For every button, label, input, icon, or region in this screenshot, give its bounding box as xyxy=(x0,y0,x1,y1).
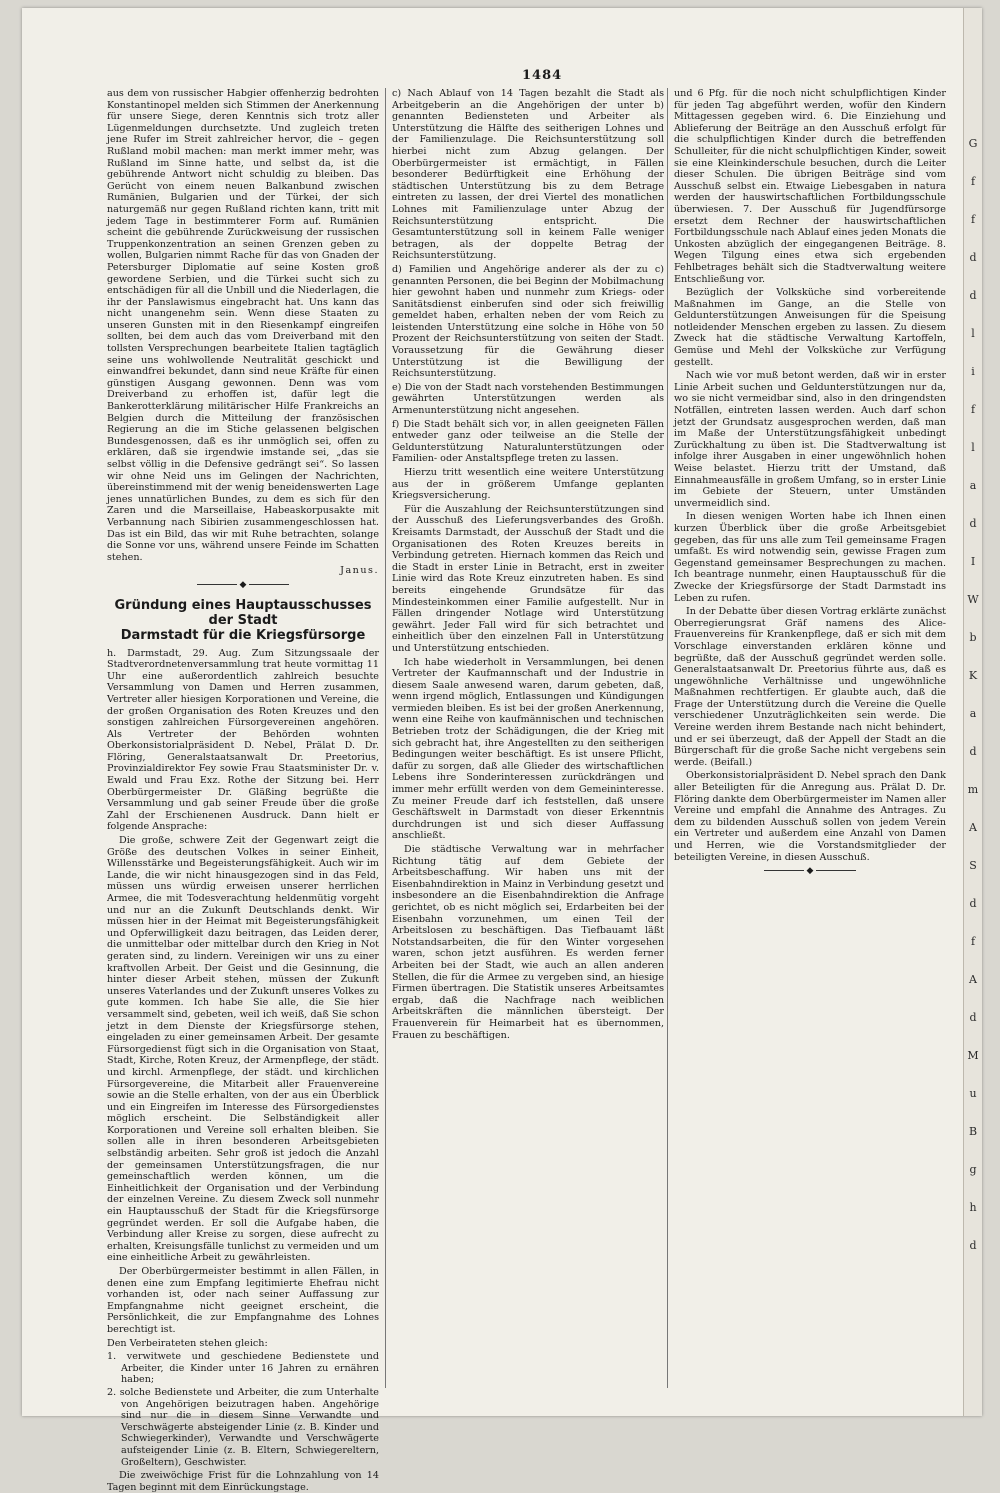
article-paragraph: e) Die von der Stadt nach vorstehenden Bestimmungen gewährten Unterstützungen werden als Armenunterstützung nicht angesehen. xyxy=(392,381,664,417)
column-rule xyxy=(385,88,386,1388)
list-intro: Den Verbeirateten stehen gleich: xyxy=(107,1337,268,1349)
edge-letter-fragment: a xyxy=(969,479,977,492)
article-paragraph: Nach wie vor muß betont werden, daß wir in erster Linie Arbeit suchen und Geldunterstützungen nur da, wo sie nicht vermeidbar sind, also in den dringendsten Notfällen, eintreten lassen werden. Auch darf schon jetzt der Grundsatz ausgesprochen werden, daß man im Maße der Unterstützungsfähigkeit unbedingt Zurückhaltung zu üben ist. Die Stadtverwaltung ist infolge ihrer Ausgaben in einer ungewöhnlich hohen Weise belastet. Hierzu tritt der Umstand, daß Einnahmeausfälle in großem Umfang, so in erster Linie im Gebiete der Steuern, unter Umständen unvermeidlich sind. xyxy=(674,370,946,509)
column-rule xyxy=(667,88,668,1388)
edge-letter-fragment: l xyxy=(971,327,975,340)
edge-letter-fragment: S xyxy=(969,859,977,872)
edge-letter-fragment: I xyxy=(970,555,976,568)
column-middle xyxy=(392,88,664,1388)
edge-letter-fragment: g xyxy=(969,1163,977,1176)
article-paragraph: Zum Sitzungssaale der Stadtverordnetenversammlung trat heute vormittag 11 Uhr eine außerordentlich zahlreich besuchte Versammlung von Damen und Herren zusammen, Vertreter aller hiesigen Korporationen und Vereine, die der großen Organisation des Roten Kreuzes und den sonstigen zahlreichen Fürsorgevereinen angehören. Als Vertreter der Behörden wohnten Oberkonsistorialpräsident D. Nebel, Prälat D. Dr. Flöring, Generalstaatsanwalt Dr. Preetorius, Provinzialdirektor Fey sowie Frau Staatsminister Dr. v. Ewald und Frau Exz. Rothe der Sitzung bei. Herr Oberbürgermeister Dr. Gläßing begrüßte die Versammlung und gab seiner Freude über die große Zahl der Erschienenen Ausdruck. Dann hielt er folgende Ansprache: xyxy=(107,647,379,833)
article-paragraph: In diesen wenigen Worten habe ich Ihnen einen kurzen Überblick über die große Arbeitsgebiet gegeben, das für uns alle zum Teil gemeinsame Fragen umfaßt. Es wird notwendig sein, gewisse Fragen zum Gegenstand gemeinsamer Besprechungen zu machen. Ich beantrage nunmehr, einen Hauptausschuß für die Zwecke der Kriegsfürsorge der Stadt Darmstadt ins Leben zu rufen. xyxy=(674,511,946,604)
headline-line-1: Gründung eines Hauptausschusses der Stadt xyxy=(114,597,372,628)
article-paragraph: Ich habe wiederholt in Versammlungen, bei denen Vertreter der Kaufmannschaft und der Industrie in diesem Saale anwesend waren, darum gebeten, daß, wenn irgend möglich, Entlassungen und Kündigungen vermieden bleiben. Es ist bei der großen Anerkennung, wenn eine Reihe von kaufmännischen und technischen Betrieben trotz der Schädigungen, die der Krieg mit sich gebracht hat, ihre Angestellten zu den seitherigen Bedingungen weiter beschäftigt. Es ist unsere Pflicht, dafür zu sorgen, daß alle Glieder des wirtschaftlichen Lebens ihre Sonderinteressen zurückdrängen und immer mehr erfüllt werden von dem Gemeininteresse. Zu meiner Freude darf ich feststellen, daß unsere Geschäftswelt in Darmstadt von dieser Erkenntnis durchdrungen ist und sich dieser Auffassung anschließt. xyxy=(392,656,664,842)
article-paragraph: Oberkonsistorialpräsident D. Nebel sprach den Dank aller Beteiligten für die Anregung aus. Prälat D. Dr. Flöring dankte dem Oberbürgermeister im Namen aller Vereine und empfahl die Annahme des Antrages. Zu dem zu bildenden Ausschuß sollen von jedem Verein ein Vertreter und außerdem eine Anzahl von Damen und Herren, wie die Vorstandsmitglieder der beteiligten Vereine, in diesen Ausschuß. xyxy=(674,770,946,863)
edge-letter-fragment: f xyxy=(970,175,976,188)
article-paragraph: Der Oberbürgermeister bestimmt in allen Fällen, in denen eine zum Empfang legitimierte Ehefrau nicht vorhanden ist, oder nach seiner Auffassung zur Empfangnahme nicht geeignet erscheint, die Persönlichkeit, die zur Empfangnahme des Lohnes berechtigt ist. xyxy=(107,1266,379,1335)
edge-letter-fragment: A xyxy=(969,821,977,834)
article-paragraph: Für die Auszahlung der Reichsunterstützungen sind der Ausschuß des Lieferungsverbandes des Großh. Kreisamts Darmstadt, der Ausschuß der Stadt und die Organisationen des Roten Kreuzes bereits in Verbindung getreten. Hiernach kommen das Reich und die Stadt in erster Linie in Betracht, erst in zweiter Linie wird das Rote Kreuz einzutreten haben. Es sind bereits eingehende Grundsätze für das Mindesteinkommen einer Familie aufgestellt. Nur in Fällen dringender Notlage wird Unterstützung gewährt. Jeder Fall wird für sich betrachtet und einheitlich über den einzelnen Fall in Unterstützung und Unterstützung entschieden. xyxy=(392,503,664,654)
edge-letter-fragment: d xyxy=(969,289,977,302)
edge-letter-fragment: G xyxy=(968,137,978,150)
article-paragraph: Die große, schwere Zeit der Gegenwart zeigt die Größe des deutschen Volkes in seiner Einheit, Willensstärke und Begeisterungsfähigkeit. Auch wir im Lande, die wir nicht hinausgezogen sind in das Feld, müssen uns würdig erweisen unserer herrlichen Armee, die mit Todesverachtung heldenmütig vorgeht und nur an die Zukunft Deutschlands denkt. Wir müssen hier in der Heimat mit Begeisterungsfähigkeit und Opferwilligkeit dazu beitragen, das Leiden derer, die unmittelbar oder mittelbar durch den Krieg in Not geraten sind, zu lindern. Vereinigen wir uns zu einer kraftvollen Arbeit. Der Geist und die Gesinnung, die hinter dieser Arbeit stehen, müssen der Zukunft unseres Vaterlandes und der Zukunft unseres Volkes zu gute kommen. Ich habe Sie alle, die Sie hier versammelt sind, gebeten, weil ich weiß, daß Sie schon jetzt in dem Dienste der Kriegsfürsorge stehen, eingeladen zu einer gemeinsamen Arbeit. Der gesamte Fürsorgedienst fügt sich in die Organisation von Staat, Stadt, Kirche, Roten Kreuz, der Armenpflege, der städt. und kirchl. Armenpflege, der städt. und kirchlichen Fürsorgevereine, die Mitarbeit aller Frauenvereine sowie an die Stelle erhalten, von der aus ein Überblick und ein Eingreifen im Interesse des Fürsorgedienstes möglich erscheint. Die Selbständigkeit aller Korporationen und Vereine soll erhalten bleiben. Sie sollen alle in ihren besonderen Arbeitsgebieten selbständig arbeiten. Sehr groß ist jedoch die Anzahl der gemeinsamen Unterstützungsfragen, die nur gemeinschaftlich werden können, um die Einheitlichkeit der Organisation und der Verbindung der einzelnen Vereine. Zu diesem Zweck soll nunmehr ein Hauptausschuß der Stadt für die Kriegsfürsorge gegründet werden. Er soll die Aufgabe haben, die Verbindung aller Kreise zu sorgen, diese aufrecht zu erhalten, Kreisungsfälle tunlichst zu vermeiden und um eine einheitliche Arbeit zu gewährleisten. xyxy=(107,835,379,1264)
column-right xyxy=(674,88,946,1388)
edge-letter-fragment: d xyxy=(969,517,977,530)
edge-letter-fragment: l xyxy=(971,441,975,454)
column-left xyxy=(107,88,379,1493)
eligibility-list xyxy=(107,1351,379,1468)
edge-letter-fragment: W xyxy=(967,593,979,606)
edge-letter-fragment: h xyxy=(969,1201,977,1214)
adjacent-page-edge xyxy=(963,8,982,1416)
edge-letter-fragment: i xyxy=(971,365,975,378)
article-paragraph: Die zweiwöchige Frist für die Lohnzahlung von 14 Tagen beginnt mit dem Einrückungstage. xyxy=(107,1470,379,1493)
article-dateline xyxy=(107,648,379,834)
edge-letter-fragment: f xyxy=(970,213,976,226)
dateline-text: h. Darmstadt, 29. Aug. xyxy=(107,647,241,659)
article-paragraph: d) Familien und Angehörige anderer als der zu c) genannten Personen, die bei Beginn der Mobilmachung hier gewohnt haben und nunmehr zum Kriegs- oder Sanitätsdienst einberufen sind oder sich freiwillig gemeldet haben, erhalten neben der vom Reich zu leistenden Unterstützung eine solche in Höhe von 50 Prozent der Reichsunterstützung von seiten der Stadt. Voraussetzung für die Gewährung dieser Unterstützung ist die Bewilligung der Reichsunterstützung. xyxy=(392,263,664,380)
author-signature: Janus. xyxy=(340,565,379,577)
edge-letter-fragment: a xyxy=(969,707,977,720)
article-paragraph: f) Die Stadt behält sich vor, in allen geeigneten Fällen entweder ganz oder teilweise an die Stelle der Geldunterstützung Naturalunterstützungen oder Familien- oder Anstaltspflege treten zu lassen. xyxy=(392,418,664,465)
list-item: 1. verwitwete und geschiedene Bedienstete und Arbeiter, die Kinder unter 16 Jahren zu ernähren haben; xyxy=(107,1351,379,1386)
article-paragraph: c) Nach Ablauf von 14 Tagen bezahlt die Stadt als Arbeitgeberin an die Angehörigen der unter b) genannten Bediensteten und Arbeiter als Unterstützung die Hälfte des seitherigen Lohnes und der Familienzulage. Die Reichsunterstützung soll hierbei nicht zum Abzug gelangen. Der Oberbürgermeister ist ermächtigt, in Fällen besonderer Bedürftigkeit eine Erhöhung der städtischen Unterstützung bis zu dem Betrage eintreten zu lassen, der drei Viertel des monatlichen Lohnes mit Familienzulage unter Abzug der Reichsunterstützung entspricht. Die Gesamtunterstützung soll in keinem Falle weniger betragen, als der doppelte Betrag der Reichsunterstützung. xyxy=(392,88,664,262)
headline-line-2: Darmstadt für die Kriegsfürsorge xyxy=(120,627,366,643)
page-number: 1484 xyxy=(522,68,563,83)
edge-letter-fragment: b xyxy=(969,631,977,644)
edge-letter-fragment: d xyxy=(969,1239,977,1252)
section-divider: ◆ xyxy=(674,866,946,878)
edge-letter-fragment: d xyxy=(969,745,977,758)
article-paragraph: Bezüglich der Volksküche sind vorbereitende Maßnahmen im Gange, an die Stelle von Geldunterstützungen Anweisungen für die Speisung notleidender Menschen ergeben zu lassen. Zu diesem Zweck hat die städtische Verwaltung Kartoffeln, Gemüse und Mehl der Volksküche zur Verfügung gestellt. xyxy=(674,287,946,368)
edge-letter-fragment: B xyxy=(968,1125,978,1138)
edge-letter-fragment: f xyxy=(970,935,976,948)
article-paragraph: und 6 Pfg. für die noch nicht schulpflichtigen Kinder für jeden Tag abgeführt werden, wofür den Kindern Mittagessen gegeben wird. 6. Die Einziehung und Ablieferung der Beiträge an den Ausschuß erfolgt für die schulpflichtigen Kinder durch die betreffenden Schulleiter, für die nicht schulpflichtigen Kinder, soweit sie eine Kleinkinderschule besuchen, durch die Leiter dieser Schulen. Die übrigen Beiträge sind vom Ausschuß selbst ein. Etwaige Liebesgaben in natura werden der hauswirtschaftlichen Fortbildungsschule überwiesen. 7. Der Ausschuß für Jugendfürsorge ersetzt dem Rechner der hauswirtschaftlichen Fortbildungsschule nach Ablauf eines jeden Monats die Unkosten abzüglich der eingegangenen Beiträge. 8. Wegen Tilgung eines etwa sich ergebenden Fehlbetrages behält sich die Stadtverwaltung weitere Entschließung vor. xyxy=(674,88,946,285)
article-paragraph: aus dem von russischer Habgier offenherzig bedrohten Konstantinopel melden sich Stimmen der Anerkennung für unsere Siege, deren Kenntnis sich trotz aller Lügenmeldungen durchsetzte. Und zugleich treten jene Rufer im Streit zahlreicher hervor, die – gegen Rußland mobil machen: man merkt immer mehr, was Rußland im Sinne hatte, und selbst da, ist die gebührende Antwort nicht schuldig zu bleiben. Das Gerücht von einem neuen Balkanbund zwischen Rumänien, Bulgarien und der Türkei, der sich naturgemäß nur gegen Rußland richten kann, tritt mit jedem Tage in bestimmterer Form auf. Rumänien scheint die gebührende Zurückweisung der russischen Truppenkonzentration an seinen Grenzen geben zu wollen, Bulgarien nimmt Rache für das von Gnaden der Petersburger Diplomatie auf seine Kosten groß gewordene Serbien, und die Türkei sucht sich zu entschädigen für all die Unbill und die Niederlagen, die ihr der Panslawismus eingebracht hat. Uns kann das nicht unangenehm sein. Wenn diese Staaten zu unseren Gunsten mit in den Riesenkampf eingreifen sollten, bei dem auch das vom Dreiverband mit den tollsten Versprechungen bearbeitete Italien tagtäglich seine uns wohlwollende Neutralität geschickt und einwandfrei bekundet, dann sind neue Kräfte für einen günstigen Ausgang gewonnen. Denn was vom Dreiverband zu erhoffen ist, dafür legt die Bankerotterklärung militärischer Hilfe Frankreichs an Belgien durch die Mitteilung der französischen Regierung an die im Stiche gelassenen belgischen Bundesgenossen, daß es ihr unmöglich sei, offen zu erklären, daß sie irgendwie imstande sei, „das sie selbst völlig in die Defensive gedrängt sei“. So lassen wir ohne Neid uns im Gelingen der Nachrichten, übereinstimmend mit der wenig beneidenswerten Lage jenes unnatürlichen Bundes, zu dem es sich für den Zaren und die Marseillaise, Habeaskorpusakte mit Verbannung nach Sibirien zusammengeschlossen hat. Das ist ein Bild, das wir mit Ruhe betrachten, solange die Sonne vor uns, während unsere Feinde im Schatten stehen. xyxy=(107,88,379,563)
edge-letter-fragment: d xyxy=(969,1011,977,1024)
edge-letter-fragment: M xyxy=(967,1049,979,1062)
edge-letter-fragment: K xyxy=(968,669,978,682)
article-paragraph: Die städtische Verwaltung war in mehrfacher Richtung tätig auf dem Gebiete der Arbeitsbeschaffung. Wir haben uns mit der Eisenbahndirektion in Mainz in Verbindung gesetzt und insbesondere an die Eisenbahndirektion die Anfrage gerichtet, ob es nicht möglich sei, Erdarbeiten bei der Eisenbahn vorzunehmen, um einen Teil der Arbeitslosen zu beschäftigen. Das Tiefbauamt läßt Notstandsarbeiten, die für den Winter vorgesehen waren, schon jetzt ausführen. Es werden ferner Arbeiten bei der Stadt, wie auch an allen anderen Stellen, die für die Armee zu vergeben sind, an hiesige Firmen übertragen. Die Statistik unseres Arbeitsamtes ergab, daß die Nachfrage nach weiblichen Arbeitskräften die männlichen übersteigt. Der Frauenverein für Heimarbeit hat es übernommen, Frauen zu beschäftigen. xyxy=(392,844,664,1041)
edge-letter-fragment: m xyxy=(967,783,979,796)
article-paragraph: In der Debatte über diesen Vortrag erklärte zunächst Oberregierungsrat Gräf namens des Alice-Frauenvereins für Krankenpflege, daß er sich mit dem Vorschlage einverstanden erklären könne und begrüßte, daß der Ausschuß gegründet werden solle. Generalstaatsanwalt Dr. Preetorius führte aus, daß es ungewöhnliche Verhältnisse und ungewöhnliche Maßnahmen rechtfertigen. Er glaubte auch, daß die Frage der Unterstützung durch die Vereine die Quelle verschiedener Unzuträglichkeiten sein werde. Die Vereine werden ihrem Bestande nach nicht behindert, und er sei überzeugt, daß der Appell der Stadt an die Bürgerschaft für die große Sache nicht vergebens sein werde. (Beifall.) xyxy=(674,606,946,768)
edge-letter-fragment: u xyxy=(969,1087,977,1100)
article-headline xyxy=(107,598,379,643)
edge-letter-fragment: d xyxy=(969,897,977,910)
edge-letter-fragment: f xyxy=(970,403,976,416)
section-divider: ◆ xyxy=(107,580,379,592)
article-paragraph: Hierzu tritt wesentlich eine weitere Unterstützung aus der in größerem Umfange geplanten Kriegsversicherung. xyxy=(392,467,664,502)
edge-letter-fragment: A xyxy=(969,973,977,986)
newspaper-page xyxy=(22,8,982,1493)
edge-letter-fragment: d xyxy=(969,251,977,264)
list-item: 2. solche Bedienstete und Arbeiter, die zum Unterhalte von Angehörigen beizutragen haben. Angehörige sind nur die in diesem Sinne Verwandte und Verschwägerte absteigender Linie (z. B. Kinder und Schwiegerkinder), Verwandte und Verschwägerte aufsteigender Linie (z. B. Eltern, Schwiegereltern, Großeltern), Geschwister. xyxy=(107,1386,379,1468)
